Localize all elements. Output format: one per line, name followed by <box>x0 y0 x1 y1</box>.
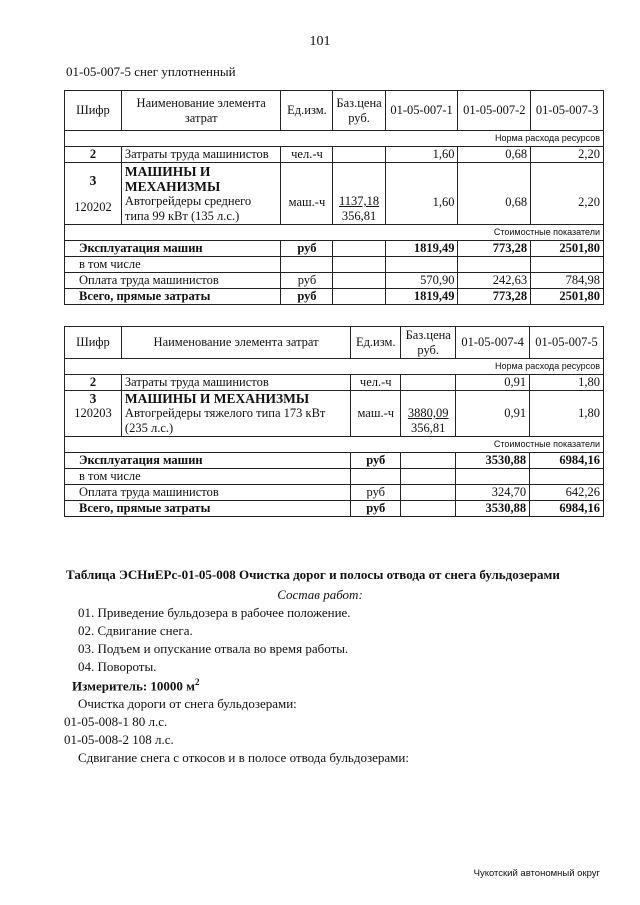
value-cell: 1,60 <box>385 147 458 163</box>
machine-name: Автогрейдеры среднего типа 99 кВт (135 л.с.) <box>124 193 252 223</box>
price-bottom: 356,81 <box>411 421 446 435</box>
header-cell: Баз.цена руб. <box>401 327 456 359</box>
price-cell <box>333 163 385 225</box>
unit-cell: руб <box>351 501 401 517</box>
value-cell: 3530,88 <box>456 453 530 469</box>
section-title: Таблица ЭСНиЕРс-01-05-008 Очистка дорог и полосы отвода от снега бульдозерами <box>66 567 560 582</box>
cost-label: Стоимостные показатели <box>65 225 604 241</box>
unit-cell: руб <box>281 241 333 257</box>
value-cell: 2,20 <box>531 163 604 225</box>
name-cell: Всего, прямые затраты <box>65 289 281 305</box>
header-cell: 01-05-007-3 <box>531 91 604 131</box>
value-cell: 1819,49 <box>385 241 458 257</box>
price-cell <box>401 391 456 437</box>
unit-cell: маш.-ч <box>351 391 401 437</box>
value-cell: 1819,49 <box>385 289 458 305</box>
header-cell: Ед.изм. <box>351 327 401 359</box>
norm-item: 01-05-008-2 108 л.с. <box>64 732 174 747</box>
value-cell: 6984,16 <box>530 501 604 517</box>
section-code: 3 <box>89 391 97 406</box>
slopes-text: Сдвигание снега с откосов и в полосе отвода бульдозерами: <box>78 750 409 765</box>
value-cell: 1,60 <box>385 163 458 225</box>
code-cell: 2 <box>65 147 122 163</box>
name-cell: Эксплуатация машин <box>65 453 351 469</box>
name-cell: в том числе <box>65 257 281 273</box>
page-number: 101 <box>309 34 331 49</box>
unit-cell: руб <box>281 273 333 289</box>
machine-code: 120202 <box>74 199 112 214</box>
name-cell: Затраты труда машинистов <box>121 147 281 163</box>
price-cell <box>401 375 456 391</box>
norm-label: Норма расхода ресурсов <box>65 359 604 375</box>
norm-label: Норма расхода ресурсов <box>65 131 604 147</box>
value-cell: 0,91 <box>456 375 530 391</box>
footer-region: Чукотский автономный округ <box>473 868 600 879</box>
value-cell: 2501,80 <box>531 241 604 257</box>
machine-code: 120203 <box>74 406 112 420</box>
machine-name: Автогрейдеры тяжелого типа 173 кВт (235 л.с.) <box>124 406 326 435</box>
header-cell: Шифр <box>65 91 122 131</box>
resource-table-2 <box>64 326 604 517</box>
value-cell: 0,68 <box>458 147 531 163</box>
price-top: 3880,09 <box>407 406 449 420</box>
value-cell: 0,91 <box>456 391 530 437</box>
price-bottom: 356,81 <box>341 209 377 223</box>
cost-label: Стоимостные показатели <box>65 437 604 453</box>
name-cell: Всего, прямые затраты <box>65 501 351 517</box>
name-cell: Эксплуатация машин <box>65 241 281 257</box>
meter-text: Измеритель: 10000 м <box>72 678 196 694</box>
meter-sup: 2 <box>195 677 200 687</box>
header-cell: 01-05-007-2 <box>458 91 531 131</box>
section-title: МАШИНЫ И МЕХАНИЗМЫ <box>124 163 221 194</box>
code-cell <box>65 163 122 225</box>
section-code: 3 <box>89 172 97 188</box>
unit-cell: чел.-ч <box>351 375 401 391</box>
header-cell: 01-05-007-4 <box>456 327 530 359</box>
value-cell: 1,80 <box>530 375 604 391</box>
header-cell: Баз.цена руб. <box>333 91 385 131</box>
value-cell: 773,28 <box>458 289 531 305</box>
value-cell: 0,68 <box>458 163 531 225</box>
step-item: 01. Приведение бульдозера в рабочее положение. <box>78 605 351 620</box>
norm-item: 01-05-008-1 80 л.с. <box>64 714 168 729</box>
step-item: 02. Сдвигание снега. <box>78 623 193 638</box>
meter-label <box>72 677 200 694</box>
value-cell: 324,70 <box>456 485 530 501</box>
value-cell: 570,90 <box>385 273 458 289</box>
value-cell: 3530,88 <box>456 501 530 517</box>
unit-cell: маш.-ч <box>281 163 333 225</box>
value-cell: 6984,16 <box>530 453 604 469</box>
unit-cell: руб <box>351 485 401 501</box>
value-cell: 642,26 <box>530 485 604 501</box>
code-cell: 2 <box>65 375 122 391</box>
section-title: МАШИНЫ И МЕХАНИЗМЫ <box>124 391 310 406</box>
price-cell <box>333 147 385 163</box>
name-cell: Оплата труда машинистов <box>65 485 351 501</box>
name-cell <box>121 391 350 437</box>
unit-cell: руб <box>281 289 333 305</box>
step-item: 03. Подъем и опускание отвала во время работы. <box>78 641 349 656</box>
value-cell: 1,80 <box>530 391 604 437</box>
step-item: 04. Повороты. <box>78 659 157 674</box>
header-cell: Шифр <box>65 327 122 359</box>
value-cell: 773,28 <box>458 241 531 257</box>
name-cell: в том числе <box>65 469 351 485</box>
code-cell <box>65 391 122 437</box>
name-cell: Затраты труда машинистов <box>121 375 350 391</box>
composition-title: Состав работ: <box>277 587 363 602</box>
header-cell: 01-05-007-1 <box>385 91 458 131</box>
unit-cell: руб <box>351 453 401 469</box>
road-clean-text: Очистка дороги от снега бульдозерами: <box>78 696 297 711</box>
name-cell <box>121 163 281 225</box>
unit-cell: чел.-ч <box>281 147 333 163</box>
header-cell: 01-05-007-5 <box>530 327 604 359</box>
value-cell: 784,98 <box>531 273 604 289</box>
name-cell: Оплата труда машинистов <box>65 273 281 289</box>
value-cell: 2501,80 <box>531 289 604 305</box>
value-cell: 2,20 <box>531 147 604 163</box>
resource-table-1 <box>64 90 604 305</box>
header-cell: Ед.изм. <box>281 91 333 131</box>
table-caption: 01-05-007-5 снег уплотненный <box>66 64 236 79</box>
header-cell: Наименование элемента затрат <box>121 327 350 359</box>
price-top: 1137,18 <box>338 194 380 208</box>
value-cell: 242,63 <box>458 273 531 289</box>
header-cell: Наименование элемента затрат <box>121 91 281 131</box>
